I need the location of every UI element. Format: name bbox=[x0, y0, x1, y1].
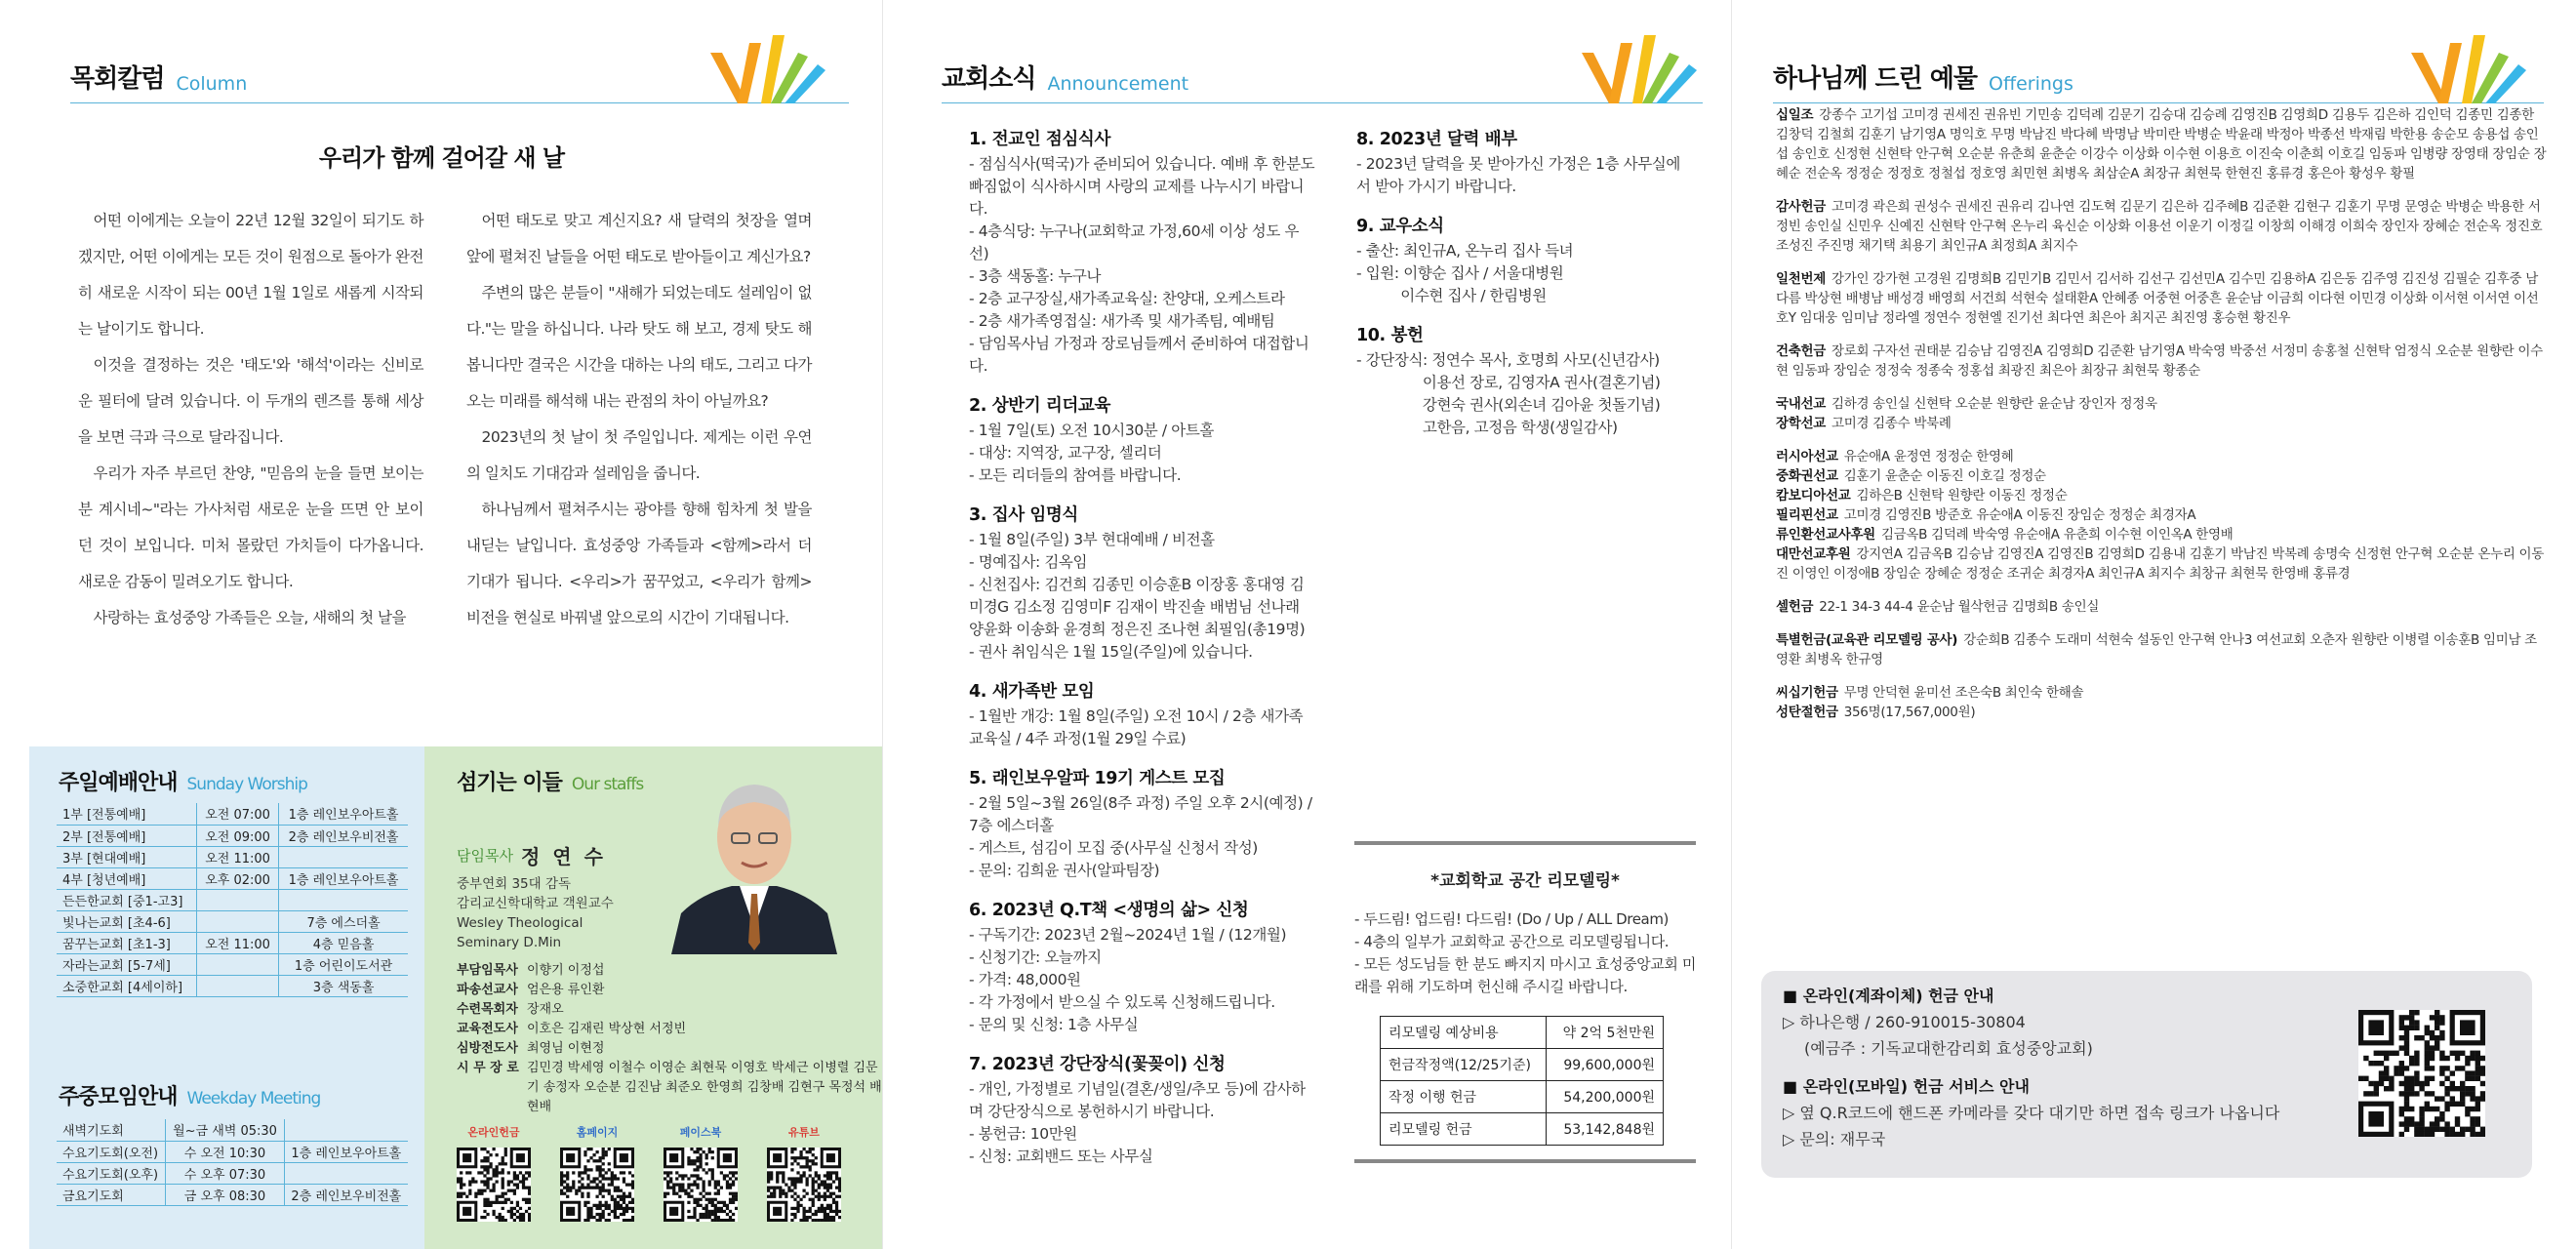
service-place: 1층 레인보우아트홀 bbox=[284, 1141, 408, 1162]
announcement-title: 4. 새가족반 모임 bbox=[969, 682, 1095, 702]
qr-codes bbox=[457, 1124, 841, 1226]
service-time: 오전 11:00 bbox=[196, 932, 278, 953]
offering-label: 러시아선교 bbox=[1776, 449, 1838, 464]
staff-row bbox=[457, 961, 883, 981]
offering-group bbox=[1776, 683, 2547, 703]
pastor-portrait bbox=[662, 757, 847, 954]
announcement-title: 10. 봉헌 bbox=[1356, 326, 1424, 345]
cost-value: 약 2억 5천만원 bbox=[1547, 1017, 1664, 1049]
cost-label: 헌금작정액(12/25기준) bbox=[1381, 1049, 1547, 1081]
service-time: 금 오후 08:30 bbox=[166, 1184, 284, 1205]
column-heading: 목회칼럼 bbox=[70, 64, 165, 94]
qr-label: 유튜브 bbox=[788, 1126, 820, 1139]
offering-label: 캄보디아선교 bbox=[1776, 488, 1851, 504]
service-name: 든든한교회 [중1-고3] bbox=[57, 889, 196, 910]
offering-label: 십일조 bbox=[1776, 107, 1814, 123]
service-name: 2부 [전통예배] bbox=[57, 825, 196, 846]
announcement-item bbox=[1356, 129, 1693, 198]
church-logo bbox=[2405, 14, 2532, 111]
pastor-bio-line: 감리교신학대학교 객원교수 bbox=[457, 896, 614, 911]
bank-holder: (예금주 : 기독교대한감리회 효성중앙교회) bbox=[1804, 1039, 2093, 1058]
staff-title: 섬기는 이들 Our staffs bbox=[457, 771, 644, 795]
column-text-right bbox=[466, 203, 812, 636]
qr-item bbox=[664, 1124, 738, 1226]
qr-code[interactable] bbox=[560, 1148, 634, 1222]
announcement-line: - 강단장식: 정연수 목사, 호명희 사모(신년감사) bbox=[1356, 351, 1660, 369]
staff-names: 장재오 bbox=[527, 1002, 564, 1017]
table-row bbox=[57, 803, 408, 825]
column-paragraph: 하나님께서 펼쳐주시는 광야를 향해 힘차게 첫 발을 내딛는 날입니다. 효성중앙 가족들과 <함께>라서 더 기대가 됩니다. <우리>가 꿈꾸었고, <우리가 함께> 비전을 현실로 바꿔낼 앞으로의 시간이 기대됩니다. bbox=[466, 501, 812, 626]
staff-role: 파송선교사 bbox=[457, 983, 518, 997]
table-row bbox=[57, 1119, 408, 1141]
service-place: 1층 어린이도서관 bbox=[279, 953, 408, 975]
offering-label: 셀헌금 bbox=[1776, 599, 1814, 615]
staff-role: 시 무 장 로 bbox=[457, 1061, 519, 1075]
offering-names: 강지연A 김금옥B 김승남 김영진A 김영진B 김영희D 김용내 김훈기 박남진 박복례 송명숙 신정현 안구혁 오순분 온누리 이동진 이영인 이정애B 장임순 장혜순 정정순 조귀순 최경자A 최인규A 최지수 최창규 최현묵 한영배 홍류경 bbox=[1776, 546, 2545, 582]
column-paragraph: 우리가 자주 부르던 찬양, "믿음의 눈을 들면 보이는 분 계시네~"라는 가사처럼 새로운 눈을 뜨면 안 보이던 것이 보입니다. 미처 몰랐던 가치들이 다가옵니다. 새로운 감동이 밀려오기도 합니다. bbox=[78, 464, 423, 590]
announcement-title: 2. 상반기 리더교육 bbox=[969, 396, 1110, 416]
offering-names: 고미경 김종수 박북례 bbox=[1831, 416, 1952, 431]
announcement-list-left bbox=[969, 129, 1319, 1186]
announcement-line: - 입원: 이향순 집사 / 서울대병원 bbox=[1356, 264, 1564, 282]
table-row bbox=[1381, 1113, 1664, 1146]
qr-item bbox=[767, 1124, 841, 1226]
announcement-line: - 개인, 가정별로 기념일(결혼/생일/추모 등)에 감사하며 강단장식으로 봉헌하시기 바랍니다. bbox=[969, 1080, 1306, 1120]
service-time: 오전 11:00 bbox=[196, 846, 278, 867]
offering-label: 중화권선교 bbox=[1776, 468, 1838, 484]
announcement-item bbox=[969, 681, 1315, 750]
remodel-line: - 모든 성도님들 한 분도 빠지지 마시고 효성중앙교회 미래를 위해 기도하며 헌신해 주시길 바랍니다. bbox=[1354, 955, 1696, 995]
announcement-line: - 신천집사: 김건희 김종민 이승훈B 이장홍 홍대영 김미경G 김소정 김영미F 김재이 박진솔 배범님 선나래 양윤화 이송화 윤경희 정은진 조나현 최필임(총19명) bbox=[969, 576, 1306, 638]
offering-names: 강종수 고기섭 고미경 권세진 권유빈 기민송 김덕례 김문기 김승대 김승례 김영진B 김영희D 김용두 김은하 김인덕 김종민 김종한 김창덕 김철희 김훈기 남기영A 명익호 무명 박남진 박다혜 박명남 박미란 박병순 박윤래 박정아 박종선 박재림 박한용 송순모 송용섭 송인섭 송인호 신정현 신현탁 안구혁 오순분 유춘희 윤춘순 이강수 이상화 이수현 이용흐 이진숙 이춘희 이호길 임동파 임병량 장영태 장임순 장혜순 전순옥 정정순 정정호 정철섭 정호영 최민현 최병옥 최삼순A 최장규 최현묵 한현진 홍류경 홍은아 황성우 황필 bbox=[1776, 107, 2547, 181]
column-panel bbox=[0, 0, 883, 1249]
table-row bbox=[57, 953, 408, 975]
table-row bbox=[57, 846, 408, 867]
mobile-heading: ■ 온라인(모바일) 헌금 서비스 안내 bbox=[1783, 1077, 2030, 1096]
announcement-line: 강현숙 권사(외손녀 김아윤 첫돌기념) bbox=[1356, 396, 1661, 414]
announcement-title: 8. 2023년 달력 배부 bbox=[1356, 130, 1517, 149]
service-time bbox=[196, 889, 278, 910]
staff-names: 최영님 이현정 bbox=[527, 1041, 605, 1056]
staff-list bbox=[457, 961, 883, 1117]
service-name: 빛나는교회 [초4-6] bbox=[57, 910, 196, 932]
announcement-line: - 2023년 달력을 못 받아가신 가정은 1층 사무실에서 받아 가시기 바랍니다. bbox=[1356, 155, 1680, 195]
offerings-list bbox=[1776, 105, 2547, 736]
service-time bbox=[196, 953, 278, 975]
offerings-heading-en: Offerings bbox=[1989, 73, 2073, 95]
service-place: 4층 믿음홀 bbox=[279, 932, 408, 953]
staff-row bbox=[457, 1000, 883, 1020]
announcement-line: - 봉헌금: 10만원 bbox=[969, 1125, 1077, 1143]
service-name: 수요기도회(오전) bbox=[57, 1141, 166, 1162]
service-place bbox=[284, 1162, 408, 1184]
offering-names: 22-1 34-3 44-4 윤순남 월삭헌금 김명희B 송인실 bbox=[1819, 599, 2100, 615]
staff-row bbox=[457, 1020, 883, 1039]
offering-label: 특별헌금(교육관 리모델링 공사) bbox=[1776, 632, 1958, 648]
pastor-bio-line: Seminary D.Min bbox=[457, 935, 562, 950]
table-row bbox=[57, 910, 408, 932]
offering-names: 유순애A 윤정연 정정순 한영혜 bbox=[1843, 449, 2014, 464]
service-place: 7층 에스더홀 bbox=[279, 910, 408, 932]
announcement-item bbox=[969, 504, 1315, 664]
worship-table bbox=[57, 803, 408, 997]
offering-label: 국내선교 bbox=[1776, 396, 1826, 412]
staff-row bbox=[457, 981, 883, 1000]
offering-label: 류인환선교사후원 bbox=[1776, 527, 1875, 543]
announcement-line: - 구독기간: 2023년 2월~2024년 1월 / (12개월) bbox=[969, 926, 1287, 944]
offering-group bbox=[1776, 525, 2547, 544]
announcement-heading-en: Announcement bbox=[1047, 73, 1189, 95]
bank-heading: ■ 온라인(계좌이체) 헌금 안내 bbox=[1783, 987, 1994, 1005]
column-paragraph: 어떤 이에게는 오늘이 22년 12월 32일이 되기도 하겠지만, 어떤 이에게는 모든 것이 원점으로 돌아가 완전히 새로운 시작이 되는 00년 1월 1일로 새롭게 시작되는 날이기도 합니다. bbox=[78, 212, 423, 338]
announcement-title: 6. 2023년 Q.T책 <생명의 삶> 신청 bbox=[969, 901, 1249, 920]
column-title: 우리가 함께 걸어갈 새 날 bbox=[318, 144, 565, 172]
offering-label: 감사헌금 bbox=[1776, 199, 1826, 215]
announcement-title: 5. 래인보우알파 19기 게스트 모집 bbox=[969, 769, 1226, 788]
pastor-role: 담임목사 bbox=[457, 847, 513, 865]
remodel-description bbox=[1354, 908, 1696, 998]
service-name: 소중한교회 [4세이하] bbox=[57, 975, 196, 996]
table-row bbox=[57, 1141, 408, 1162]
announcement-line: - 담임목사님 가정과 장로님들께서 준비하여 대접합니다. bbox=[969, 335, 1309, 375]
offering-names: 무명 안덕현 윤미선 조은숙B 최인숙 한해솔 bbox=[1843, 685, 2084, 701]
column-paragraph: 사랑하는 효성중앙 가족들은 오늘, 새해의 첫 날을 bbox=[93, 609, 406, 626]
service-place: 3층 색동홀 bbox=[279, 975, 408, 996]
announcement-line: - 가격: 48,000원 bbox=[969, 971, 1081, 988]
offering-group bbox=[1776, 414, 2547, 433]
offering-label: 씨십기헌금 bbox=[1776, 685, 1838, 701]
offering-group bbox=[1776, 486, 2547, 505]
cost-value: 54,200,000원 bbox=[1547, 1081, 1664, 1113]
service-name: 꿈꾸는교회 [초1-3] bbox=[57, 932, 196, 953]
service-time bbox=[196, 910, 278, 932]
announcement-line: - 각 가정에서 받으실 수 있도록 신청해드립니다. bbox=[969, 993, 1275, 1011]
service-place: 1층 레인보우아트홀 bbox=[279, 803, 408, 825]
cost-label: 리모델링 헌금 bbox=[1381, 1113, 1547, 1146]
staff-names: 이호은 김재린 박상현 서정빈 bbox=[527, 1022, 687, 1036]
offering-group bbox=[1776, 466, 2547, 486]
worship-title: 주일예배안내 Sunday Worship bbox=[59, 771, 307, 795]
staff-role: 교육전도사 bbox=[457, 1022, 518, 1036]
qr-code[interactable] bbox=[664, 1148, 738, 1222]
church-logo bbox=[1576, 14, 1703, 111]
service-name: 수요기도회(오후) bbox=[57, 1162, 166, 1184]
table-row bbox=[57, 825, 408, 846]
announcement-line: - 신청기간: 오늘까지 bbox=[969, 948, 1102, 966]
service-time: 수 오후 07:30 bbox=[166, 1162, 284, 1184]
announcement-line: - 모든 리더들의 참여를 바랍니다. bbox=[969, 466, 1182, 484]
offering-label: 건축헌금 bbox=[1776, 343, 1826, 359]
offering-names: 김금옥B 김덕례 박숙영 유순애A 유춘희 이수현 이인옥A 한영배 bbox=[1880, 527, 2234, 543]
announcement-line: - 점심식사(떡국)가 준비되어 있습니다. 예배 후 한분도 빠짐없이 식사하시며 사랑의 교제를 나누시기 바랍니다. bbox=[969, 155, 1319, 218]
offering-label: 장학선교 bbox=[1776, 416, 1826, 431]
announcement-line: - 대상: 지역장, 교구장, 셀리더 bbox=[969, 444, 1162, 462]
announcement-line: - 2층 교구장실,새가족교육실: 찬양대, 오케스트라 bbox=[969, 290, 1285, 307]
offerings-heading: 하나님께 드린 예물 bbox=[1773, 64, 1978, 94]
announcement-line: - 2층 새가족영접실: 새가족 및 새가족팀, 예배팀 bbox=[969, 312, 1275, 330]
qr-label: 홈페이지 bbox=[576, 1126, 619, 1139]
service-time bbox=[196, 975, 278, 996]
qr-label: 온라인헌금 bbox=[467, 1126, 520, 1139]
announcement-item bbox=[969, 395, 1315, 487]
staff-names: 김민경 박세영 이철수 이영순 최현묵 이영호 박세근 이병렬 김문기 송정자 오순분 김진남 최준오 한영희 김창배 김현구 목정석 배현배 bbox=[527, 1061, 882, 1114]
announcement-item bbox=[1356, 216, 1693, 307]
column-text-left bbox=[78, 203, 423, 636]
offering-group bbox=[1776, 544, 2547, 584]
service-place: 1층 레인보우아트홀 bbox=[279, 867, 408, 889]
staff-role: 심방전도사 bbox=[457, 1041, 518, 1056]
announcement-line: 이용선 장로, 김영자A 권사(결혼기념) bbox=[1356, 374, 1661, 391]
service-time: 수 오전 10:30 bbox=[166, 1141, 284, 1162]
service-place: 2층 레인보우비전홀 bbox=[279, 825, 408, 846]
service-name: 금요기도회 bbox=[57, 1184, 166, 1205]
table-row bbox=[57, 867, 408, 889]
table-row bbox=[57, 932, 408, 953]
offering-group bbox=[1776, 703, 2547, 722]
announcement-line: - 게스트, 섬김이 모집 중(사무실 신청서 작성) bbox=[969, 839, 1258, 857]
announcement-line: - 문의: 김희윤 권사(알파팀장) bbox=[969, 862, 1160, 879]
announcement-list-right bbox=[1356, 129, 1693, 457]
offering-names: 김하은B 신현탁 원향란 이동진 정정순 bbox=[1856, 488, 2068, 504]
staff-role: 수련목회자 bbox=[457, 1002, 518, 1017]
offering-label: 필리핀선교 bbox=[1776, 507, 1838, 523]
announcement-item bbox=[1356, 325, 1693, 439]
announcement-line: - 권사 취임식은 1월 15일(주일)에 있습니다. bbox=[969, 643, 1253, 661]
announcement-line: - 2월 5일~3월 26일(8주 과정) 주일 오후 2시(예정) / 7층 에스더홀 bbox=[969, 794, 1317, 834]
service-time: 월~금 새벽 05:30 bbox=[166, 1119, 284, 1141]
announcement-line: - 1월 8일(주일) 3부 현대예배 / 비전홀 bbox=[969, 531, 1215, 548]
table-row bbox=[1381, 1017, 1664, 1049]
column-paragraph: 어떤 태도로 맞고 계신지요? 새 달력의 첫장을 열며 앞에 펼쳐진 날들을 어떤 태도로 받아들이고 계신가요? bbox=[466, 212, 812, 265]
announcement-line: 고한음, 고정음 학생(생일감사) bbox=[1356, 419, 1618, 436]
remodel-section bbox=[1354, 841, 1696, 1163]
qr-label: 페이스북 bbox=[679, 1126, 722, 1139]
qr-item bbox=[457, 1124, 531, 1226]
offering-names: 강순희B 김종수 도래미 석현숙 설동인 안구혁 안나3 여선교회 오춘자 원향란 이병렬 이송훈B 임미남 조영환 최병옥 한규영 bbox=[1776, 632, 2537, 667]
announcement-item bbox=[969, 1054, 1315, 1168]
cost-value: 99,600,000원 bbox=[1547, 1049, 1664, 1081]
cost-label: 작정 이행 헌금 bbox=[1381, 1081, 1547, 1113]
offering-group bbox=[1776, 342, 2547, 381]
announcement-item bbox=[969, 768, 1315, 882]
mobile-offering-qr-code[interactable] bbox=[2358, 1010, 2485, 1137]
cost-value: 53,142,848원 bbox=[1547, 1113, 1664, 1146]
service-place bbox=[284, 1119, 408, 1141]
offering-names: 356명(17,567,000원) bbox=[1843, 705, 1976, 720]
offering-label: 대만선교후원 bbox=[1776, 546, 1851, 562]
table-row bbox=[1381, 1049, 1664, 1081]
announcement-item bbox=[969, 900, 1315, 1036]
offering-names: 강가인 강가현 고경원 김명희B 김민기B 김민서 김서하 김선구 김선민A 김수민 김용하A 김은동 김주영 김진성 김필순 김후중 남다름 박상현 배병남 배성경 배영희 서건희 석현숙 설태환A 안혜종 어중현 어중흔 윤순남 이금희 이다현 이민경 이상화 이서현 이서연 이선호Y 임대웅 임미남 정라엘 정연수 정현엘 진기선 최다연 최은아 최지곤 최진영 홍승현 황진우 bbox=[1776, 271, 2539, 326]
offering-group bbox=[1776, 597, 2547, 617]
announcement-heading: 교회소식 bbox=[942, 64, 1036, 94]
meeting-table bbox=[57, 1119, 408, 1206]
offering-group bbox=[1776, 197, 2547, 256]
pastor-bio-line: Wesley Theological bbox=[457, 915, 584, 931]
column-paragraph: 주변의 많은 분들이 "새해가 되었는데도 설레임이 없다."는 말을 하십니다. 나라 탓도 해 보고, 경제 탓도 해 봅니다만 결국은 시간을 대하는 나의 태도, 그리고 다가오는 미래를 해석해 내는 관점의 차이 아닐까요? bbox=[466, 284, 812, 410]
offering-label: 일천번제 bbox=[1776, 271, 1826, 287]
qr-code[interactable] bbox=[457, 1148, 531, 1222]
service-name: 자라는교회 [5-7세] bbox=[57, 953, 196, 975]
staff-role: 부담임목사 bbox=[457, 963, 518, 978]
announcement-line: - 4층식당: 누구나(교회학교 가정,60세 이상 성도 우선) bbox=[969, 222, 1300, 262]
service-name: 1부 [전통예배] bbox=[57, 803, 196, 825]
pastor-name: 정 연 수 bbox=[521, 845, 606, 868]
offering-names: 김하경 송인실 신현탁 오순분 원향란 윤순남 장인자 정정욱 bbox=[1831, 396, 2157, 412]
remodel-line: - 4층의 일부가 교회학교 공간으로 리모델링됩니다. bbox=[1354, 933, 1670, 950]
remodel-line: - 두드림! 업드림! 다드림! (Do / Up / ALL Dream) bbox=[1354, 910, 1670, 928]
contact-info: ▷ 문의: 재무국 bbox=[1783, 1130, 1886, 1148]
column-heading-en: Column bbox=[176, 73, 248, 95]
mobile-description: ▷ 옆 Q.R코드에 핸드폰 카메라를 갖다 대기만 하면 접속 링크가 나옵니다 bbox=[1783, 1104, 2280, 1122]
offering-group bbox=[1776, 630, 2547, 669]
announcement-line: - 명예집사: 김옥임 bbox=[969, 553, 1088, 571]
offering-group bbox=[1776, 105, 2547, 183]
service-time: 오전 07:00 bbox=[196, 803, 278, 825]
bank-account: ▷ 하나은행 / 260-910015-30804 bbox=[1783, 1013, 2026, 1031]
announcement-line: - 3층 색동홀: 누구나 bbox=[969, 267, 1102, 285]
table-row bbox=[57, 889, 408, 910]
online-offering-box bbox=[1761, 971, 2532, 1178]
announcement-line: 이수현 집사 / 한림병원 bbox=[1356, 287, 1547, 304]
announcement-title: 7. 2023년 강단장식(꽃꽂이) 신청 bbox=[969, 1055, 1226, 1074]
remodel-title: *교회학교 공간 리모델링* bbox=[1430, 871, 1620, 891]
announcement-line: - 1월반 개강: 1월 8일(주일) 오전 10시 / 2층 새가족교육실 / 4주 과정(1월 29일 수료) bbox=[969, 707, 1304, 747]
announcement-line: - 문의 및 신청: 1층 사무실 bbox=[969, 1016, 1139, 1033]
staff-row bbox=[457, 1059, 883, 1117]
offerings-panel bbox=[1732, 0, 2576, 1249]
offering-names: 고미경 김영진B 방준호 유순애A 이동진 장임순 정정순 최경자A bbox=[1843, 507, 2196, 523]
table-row bbox=[57, 1162, 408, 1184]
qr-item bbox=[560, 1124, 634, 1226]
announcement-panel bbox=[883, 0, 1732, 1249]
offering-names: 김훈기 윤춘순 이동진 이호길 정정순 bbox=[1843, 468, 2046, 484]
table-row bbox=[1381, 1081, 1664, 1113]
announcement-item bbox=[969, 129, 1319, 378]
service-name: 3부 [현대예배] bbox=[57, 846, 196, 867]
offering-group bbox=[1776, 505, 2547, 525]
announcement-line: - 출산: 최인규A, 온누리 집사 득녀 bbox=[1356, 242, 1574, 260]
staff-names: 이향기 이정섭 bbox=[527, 963, 605, 978]
announcement-title: 1. 전교인 점심식사 bbox=[969, 130, 1110, 149]
column-paragraph: 이것을 결정하는 것은 '태도'와 '해석'이라는 신비로운 필터에 달려 있습니다. 이 두개의 렌즈를 통해 세상을 보면 극과 극으로 달라집니다. bbox=[78, 356, 423, 446]
staff-names: 엄은용 류인환 bbox=[527, 983, 605, 997]
offering-names: 고미경 곽은희 권성수 권세진 권유리 김나연 김도혁 김문기 김은하 김주혜B 김준환 김현구 김훈기 무명 문영순 박병순 박용한 서정빈 송인실 신민우 신예진 신현탁 안구혁 온누리 육신순 이상화 이용선 이운기 이정길 이창희 이해경 이희숙 장인자 장혜순 전순옥 정진호 조성진 주진명 채기택 최용기 최인규A 최정희A 최지수 bbox=[1776, 199, 2543, 254]
service-place bbox=[279, 846, 408, 867]
meeting-title: 주중모임안내 Weekday Meeting bbox=[59, 1085, 321, 1109]
pastor-bio-line: 중부연회 35대 감독 bbox=[457, 876, 572, 892]
table-row bbox=[57, 1184, 408, 1205]
cost-label: 리모델링 예상비용 bbox=[1381, 1017, 1547, 1049]
offering-group bbox=[1776, 269, 2547, 328]
service-time: 오전 09:00 bbox=[196, 825, 278, 846]
staff-row bbox=[457, 1039, 883, 1059]
service-time: 오후 02:00 bbox=[196, 867, 278, 889]
column-paragraph: 2023년의 첫 날이 첫 주일입니다. 제게는 이런 우연의 일치도 기대감과 설레임을 줍니다. bbox=[466, 428, 812, 482]
offering-group bbox=[1776, 447, 2547, 466]
pastor-bio bbox=[457, 874, 614, 952]
table-row bbox=[57, 975, 408, 996]
remodel-cost-table bbox=[1380, 1016, 1664, 1146]
announcement-title: 9. 교우소식 bbox=[1356, 217, 1444, 236]
offering-group bbox=[1776, 394, 2547, 414]
announcement-line: - 1월 7일(토) 오전 10시30분 / 아트홀 bbox=[969, 422, 1214, 439]
service-place bbox=[279, 889, 408, 910]
announcement-line: - 신청: 교회밴드 또는 사무실 bbox=[969, 1148, 1153, 1165]
service-name: 4부 [청년예배] bbox=[57, 867, 196, 889]
offering-label: 성탄절헌금 bbox=[1776, 705, 1838, 720]
service-name: 새벽기도회 bbox=[57, 1119, 166, 1141]
qr-code[interactable] bbox=[767, 1148, 841, 1222]
announcement-title: 3. 집사 임명식 bbox=[969, 505, 1078, 525]
offering-names: 장로회 구자선 권태분 김승남 김영진A 김영희D 김준환 남기영A 박숙영 박중선 서정미 송홍철 신현탁 엄정식 오순분 원향란 이수현 임동파 장임순 정정숙 정종숙 정홍섭 최광진 최은아 최장규 최현묵 황종순 bbox=[1776, 343, 2543, 379]
church-logo bbox=[704, 14, 831, 111]
service-place: 2층 레인보우비전홀 bbox=[284, 1184, 408, 1205]
worship-section bbox=[29, 746, 424, 1249]
